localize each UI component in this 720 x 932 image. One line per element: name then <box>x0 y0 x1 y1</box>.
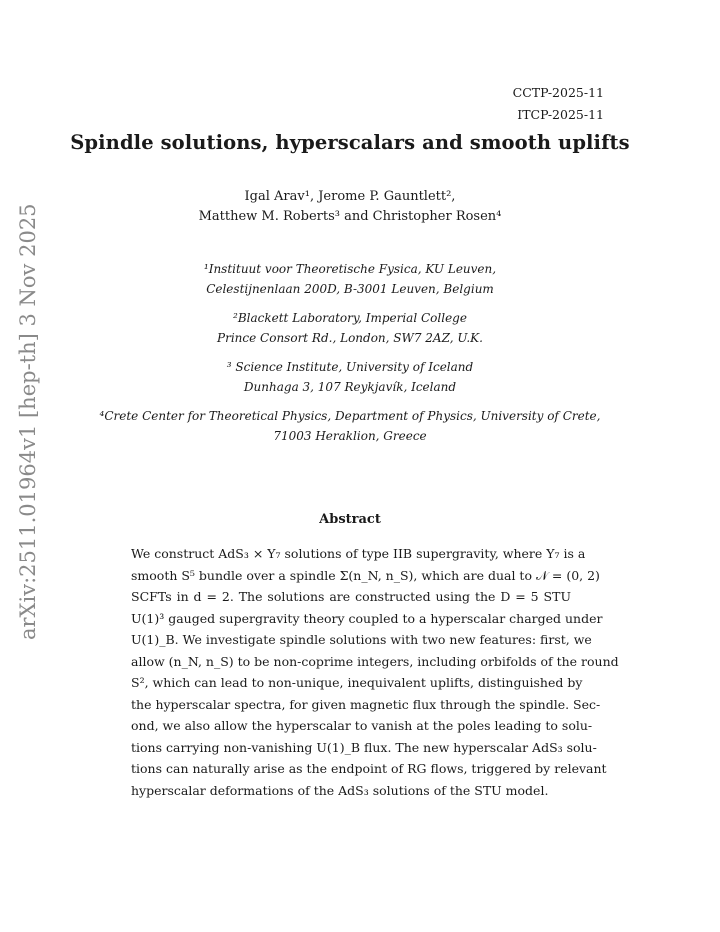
report-numbers <box>513 82 604 126</box>
affiliation <box>0 259 700 299</box>
abstract-line: U(1)_B. We investigate spindle solutions with two new features: first, we <box>131 632 592 647</box>
abstract-line: hyperscalar deformations of the AdS₃ solutions of the STU model. <box>131 782 549 798</box>
abstract-line: allow (n_N, n_S) to be non-coprime integers, including orbifolds of the round <box>131 653 619 669</box>
affiliation-line: ²Blackett Laboratory, Imperial College <box>233 311 467 325</box>
affiliation-line: ¹Instituut voor Theoretische Fysica, KU Leuven, <box>203 262 497 276</box>
affiliation-line: Dunhaga 3, 107 Reykjavík, Iceland <box>243 380 457 394</box>
report-number: ITCP-2025-11 <box>517 107 604 122</box>
affiliations <box>0 259 700 455</box>
abstract-line: S², which can lead to non-unique, inequivalent uplifts, distinguished by <box>131 675 583 690</box>
affiliation-line: ³ Science Institute, University of Iceland <box>226 360 474 374</box>
abstract-line: smooth S⁵ bundle over a spindle Σ(n_N, n_S), which are dual to 𝒩 = (0, 2) <box>131 567 600 583</box>
abstract-line: tions can naturally arise as the endpoint of RG flows, triggered by relevant <box>131 761 607 776</box>
paper-title: Spindle solutions, hyperscalars and smooth uplifts <box>70 131 630 154</box>
abstract-line: U(1)³ gauged supergravity theory coupled to a hyperscalar charged under <box>131 610 603 626</box>
author-list <box>0 187 700 227</box>
abstract-line: We construct AdS₃ × Y₇ solutions of type IIB supergravity, where Y₇ is a <box>131 546 586 561</box>
affiliation <box>0 406 700 446</box>
arxiv-identifier: arXiv:2511.01964v1 [hep-th] 3 Nov 2025 <box>16 203 40 640</box>
affiliation-line: ⁴Crete Center for Theoretical Physics, Department of Physics, University of Crete, <box>99 409 601 423</box>
affiliation-line: 71003 Heraklion, Greece <box>273 429 427 443</box>
affiliation <box>0 357 700 397</box>
affiliation <box>0 308 700 348</box>
abstract-line: tions carrying non-vanishing U(1)_B flux. The new hyperscalar AdS₃ solu- <box>131 739 597 755</box>
affiliation-line: Celestijnenlaan 200D, B-3001 Leuven, Belgium <box>206 282 494 296</box>
abstract-heading: Abstract <box>319 512 381 527</box>
author-line: Matthew M. Roberts³ and Christopher Rosen⁴ <box>198 209 502 224</box>
abstract-body <box>131 543 619 801</box>
author-line: Igal Arav¹, Jerome P. Gauntlett², <box>244 189 456 204</box>
affiliation-line: Prince Consort Rd., London, SW7 2AZ, U.K. <box>217 331 483 345</box>
report-number: CCTP-2025-11 <box>512 85 604 100</box>
abstract-line: SCFTs in d = 2. The solutions are constructed using the D = 5 STU <box>131 589 571 604</box>
abstract-line: the hyperscalar spectra, for given magnetic flux through the spindle. Sec- <box>131 696 601 712</box>
abstract-line: ond, we also allow the hyperscalar to vanish at the poles leading to solu- <box>131 718 593 733</box>
